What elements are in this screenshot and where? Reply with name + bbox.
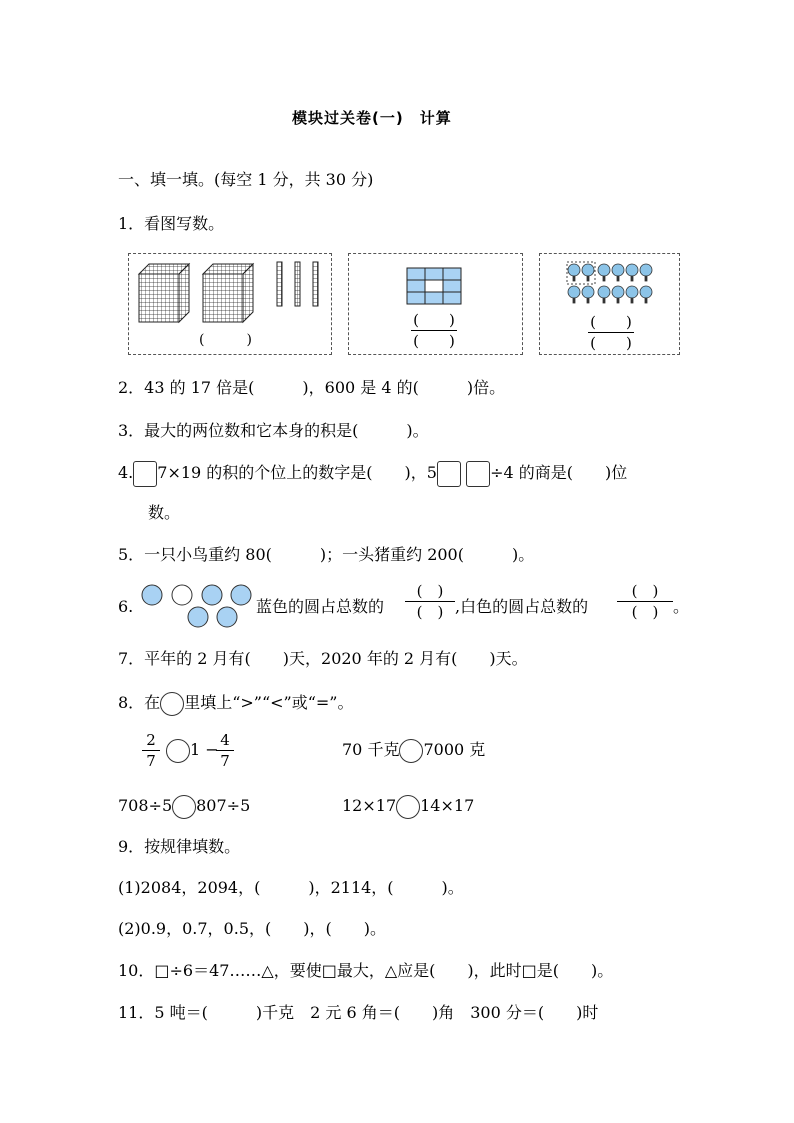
denominator-blank[interactable]: ( ) [631, 603, 659, 621]
question-text: 里填上“>”“<”或“=”。 [184, 693, 354, 712]
question-3: 3．最大的两位数和它本身的积是( )。 [118, 421, 429, 440]
question-4-continued: 数。 [148, 503, 181, 522]
denominator: 7 [146, 752, 156, 770]
question-8 [118, 690, 354, 716]
denominator-blank[interactable]: ( ) [416, 603, 444, 621]
shaded-grid-figure [349, 254, 522, 314]
question-6-end: 。 [673, 597, 690, 616]
picture-box-trees [539, 253, 680, 355]
picture-box-grid [348, 253, 523, 355]
question-10: 10．□÷6＝47……△，要使□最大，△应是( )，此时□是( )。 [118, 961, 614, 980]
page-title: 模块过关卷(一) 计算 [292, 109, 452, 127]
fraction-answer [411, 310, 457, 351]
numerator-blank[interactable]: ( ) [590, 313, 632, 331]
question-11: 11．5 吨＝( )千克 2 元 6 角＝( )角 300 分＝( )时 [118, 1003, 599, 1022]
compare-circle[interactable] [166, 739, 190, 763]
question-number: 4. [118, 463, 134, 482]
expression-part: 1 − [190, 740, 219, 759]
question-6-text: 蓝色的圆占总数的 [256, 597, 385, 616]
expression-right: 14×17 [420, 796, 475, 815]
question-2: 2．43 的 17 倍是( )，600 是 4 的( )倍。 [118, 378, 506, 397]
question-7: 7．平年的 2 月有( )天，2020 年的 2 月有( )天。 [118, 649, 528, 668]
expression-left: 708÷5 [118, 796, 173, 815]
question-4 [118, 460, 627, 487]
trees-figure [540, 254, 679, 310]
question-text: 8．在 [118, 693, 161, 712]
digit-box[interactable] [133, 461, 157, 487]
fraction-answer [588, 312, 634, 353]
comparison-4 [342, 793, 474, 819]
question-5: 5．一只小鸟重约 80( )；一头猪重约 200( )。 [118, 545, 535, 564]
fraction-answer [617, 581, 673, 622]
picture-box-cubes [128, 253, 332, 355]
compare-circle[interactable] [399, 739, 423, 763]
fraction [216, 730, 234, 771]
digit-box[interactable] [466, 461, 490, 487]
section-heading: 一、填一填。(每空 1 分，共 30 分) [118, 170, 374, 189]
question-1: 1．看图写数。 [118, 214, 225, 233]
expression-left: 12×17 [342, 796, 397, 815]
fraction-answer [405, 581, 455, 622]
question-6-number: 6. [118, 597, 134, 616]
circles-figure [138, 583, 258, 629]
numerator: 4 [220, 731, 230, 749]
expression-right: 807÷5 [196, 796, 251, 815]
compare-circle[interactable] [172, 795, 196, 819]
compare-circle[interactable] [160, 692, 184, 716]
comparison-3 [118, 793, 250, 819]
numerator: 2 [146, 731, 156, 749]
denominator: 7 [220, 752, 230, 770]
denominator-blank[interactable]: ( ) [413, 332, 455, 350]
fraction [142, 730, 160, 771]
numerator-blank[interactable]: ( ) [416, 582, 444, 600]
question-9-part-2: (2)0.9，0.7，0.5，( )，( )。 [118, 919, 386, 938]
answer-blank[interactable]: ( ) [199, 332, 252, 348]
expression-left: 70 千克 [342, 740, 400, 759]
denominator-blank[interactable]: ( ) [590, 334, 632, 352]
comparison-2 [342, 737, 485, 763]
numerator-blank[interactable]: ( ) [631, 582, 659, 600]
digit-box[interactable] [437, 461, 461, 487]
numerator-blank[interactable]: ( ) [413, 311, 455, 329]
expression-right: 7000 克 [423, 740, 486, 759]
compare-circle[interactable] [396, 795, 420, 819]
question-9-part-1: (1)2084，2094，( )，2114，( )。 [118, 878, 464, 897]
question-text: ÷4 的商是( )位 [490, 463, 628, 482]
question-9: 9．按规律填数。 [118, 837, 241, 856]
question-6-text: ,白色的圆占总数的 [455, 597, 589, 616]
question-text: 7×19 的积的个位上的数字是( )，5 [157, 463, 437, 482]
comparison-1 [166, 737, 219, 763]
